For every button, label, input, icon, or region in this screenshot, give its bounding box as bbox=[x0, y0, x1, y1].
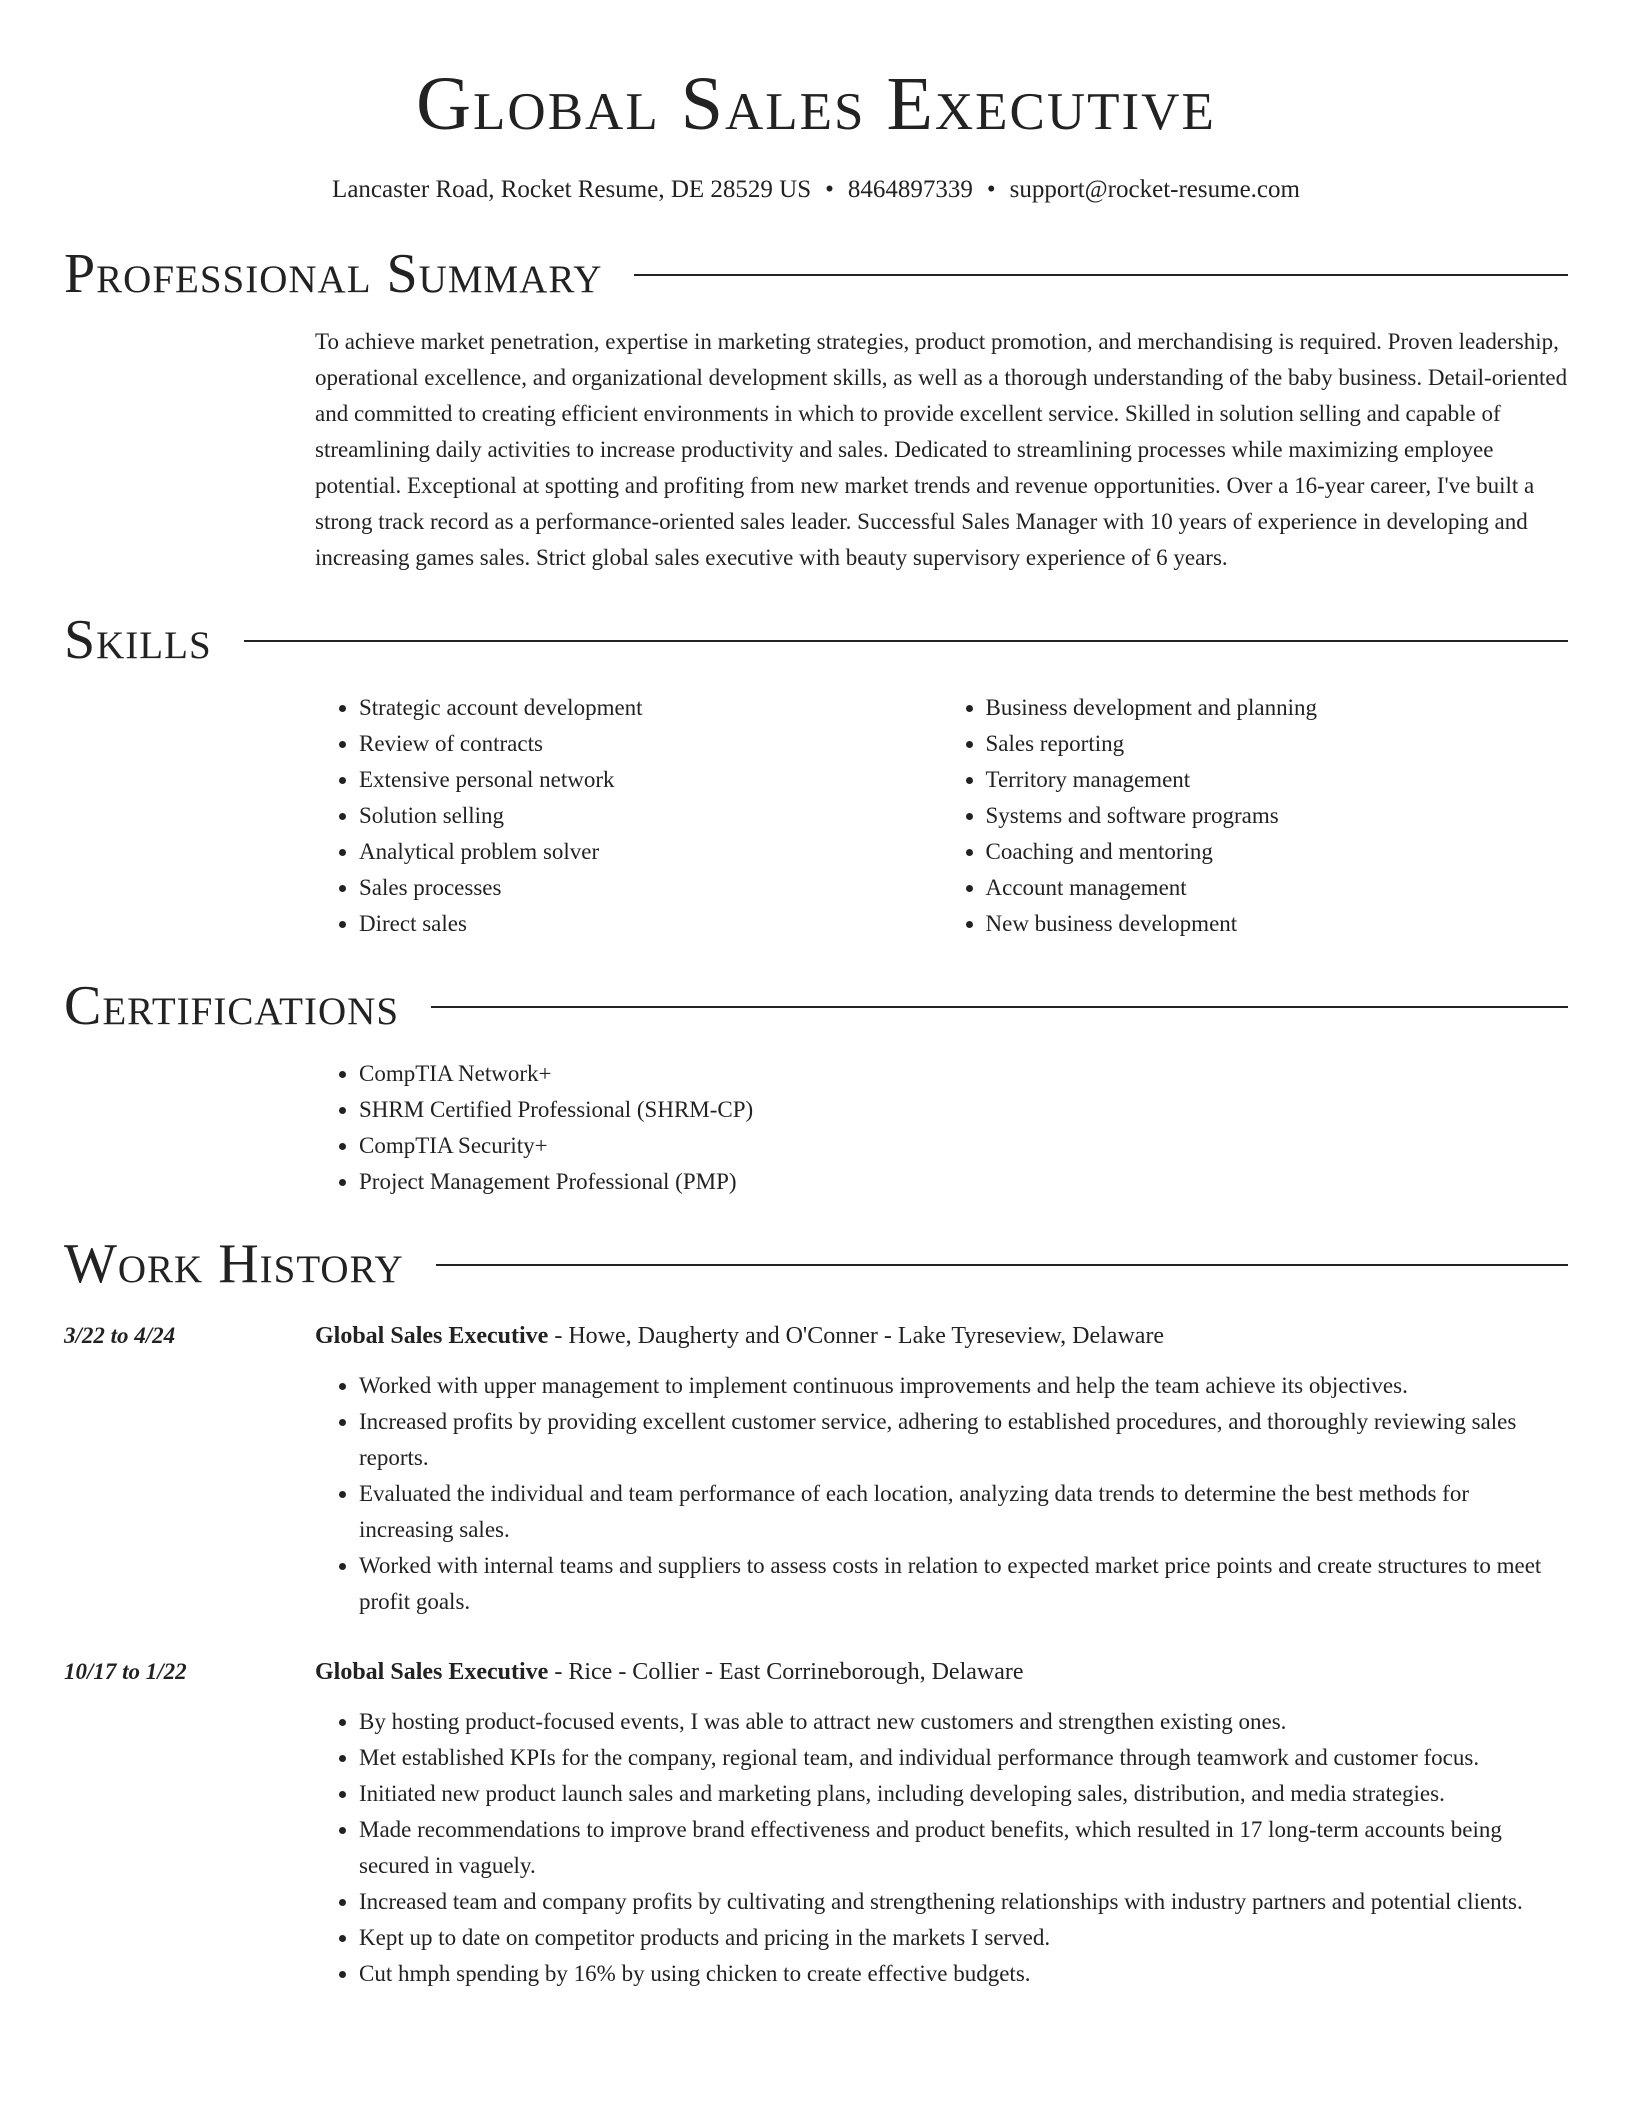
skill-item: • Extensive personal network bbox=[359, 762, 942, 798]
skill-item: • Review of contracts bbox=[359, 726, 942, 762]
skill-item: • Coaching and mentoring bbox=[986, 834, 1569, 870]
skill-item: • Strategic account development bbox=[359, 690, 942, 726]
job-bullet: • Cut hmph spending by 16% by using chicken to create effective budgets. bbox=[359, 1956, 1568, 1992]
job-entry bbox=[64, 1654, 1568, 1992]
section-divider bbox=[634, 274, 1568, 276]
job-bullets bbox=[315, 1368, 1568, 1620]
job-dates: 3/22 to 4/24 bbox=[64, 1323, 176, 1348]
skill-item: • Business development and planning bbox=[986, 690, 1569, 726]
job-company-location: - Howe, Daugherty and O'Conner - Lake Tyreseview, Delaware bbox=[548, 1323, 1165, 1349]
certifications-section-header bbox=[64, 974, 1568, 1038]
job-bullet-list bbox=[315, 1704, 1568, 1992]
certification-item: • CompTIA Network+ bbox=[359, 1056, 1568, 1092]
skills-list-left bbox=[315, 690, 942, 942]
job-bullet: • Made recommendations to improve brand effectiveness and product benefits, which resulted in 17 long-term accounts being secured in vaguely. bbox=[359, 1812, 1568, 1884]
contact-line bbox=[64, 174, 1568, 206]
resume-name: Global Sales Executive bbox=[416, 62, 1216, 146]
work-history-section-header bbox=[64, 1232, 1568, 1296]
certification-item: • Project Management Professional (PMP) bbox=[359, 1164, 1568, 1200]
certifications-block bbox=[315, 1056, 1568, 1200]
skills-columns bbox=[315, 690, 1568, 942]
job-bullet: • Met established KPIs for the company, regional team, and individual performance through teamwork and customer focus. bbox=[359, 1740, 1568, 1776]
skill-item: • Solution selling bbox=[359, 798, 942, 834]
skill-item: • Direct sales bbox=[359, 906, 942, 942]
job-title-line bbox=[315, 1654, 1024, 1690]
job-bullet: • Worked with internal teams and suppliers to assess costs in relation to expected market price points and create structures to meet profit goals. bbox=[359, 1548, 1568, 1620]
job-header bbox=[64, 1318, 1568, 1354]
contact-separator: • bbox=[986, 176, 996, 203]
job-title-line bbox=[315, 1318, 1164, 1354]
skills-list-right bbox=[942, 690, 1569, 942]
job-bullet: • By hosting product-focused events, I was able to attract new customers and strengthen existing ones. bbox=[359, 1704, 1568, 1740]
job-dates: 10/17 to 1/22 bbox=[64, 1659, 187, 1684]
job-title: Global Sales Executive bbox=[315, 1659, 549, 1685]
certification-item: • CompTIA Security+ bbox=[359, 1128, 1568, 1164]
skill-item: • Account management bbox=[986, 870, 1569, 906]
job-bullet: • Worked with upper management to implement continuous improvements and help the team achieve its objectives. bbox=[359, 1368, 1568, 1404]
skill-item: • Analytical problem solver bbox=[359, 834, 942, 870]
job-title: Global Sales Executive bbox=[315, 1323, 549, 1349]
certifications-heading: Certifications bbox=[64, 975, 400, 1037]
job-bullet: • Evaluated the individual and team performance of each location, analyzing data trends to determine the best methods for increasing sales. bbox=[359, 1476, 1568, 1548]
job-bullet: • Increased profits by providing excellent customer service, adhering to established procedures, and thoroughly reviewing sales reports. bbox=[359, 1404, 1568, 1476]
section-divider bbox=[244, 640, 1568, 642]
skills-heading: Skills bbox=[64, 609, 212, 671]
summary-section-header bbox=[64, 242, 1568, 306]
contact-separator: • bbox=[825, 176, 834, 203]
job-bullet-list bbox=[315, 1368, 1568, 1620]
skill-item: • Sales processes bbox=[359, 870, 942, 906]
skills-section-header bbox=[64, 608, 1568, 672]
job-bullets bbox=[315, 1704, 1568, 1992]
skill-item: • New business development bbox=[986, 906, 1569, 942]
section-divider bbox=[431, 1006, 1568, 1008]
contact-phone: 8464897339 bbox=[847, 176, 973, 203]
contact-email: support@rocket-resume.com bbox=[1009, 176, 1300, 203]
job-entry bbox=[64, 1318, 1568, 1620]
certification-item: • SHRM Certified Professional (SHRM-CP) bbox=[359, 1092, 1568, 1128]
certifications-list bbox=[315, 1056, 1568, 1200]
section-divider bbox=[436, 1264, 1568, 1266]
skill-item: • Systems and software programs bbox=[986, 798, 1569, 834]
summary-text: To achieve market penetration, expertise in marketing strategies, product promotion, and merchandising is required. Proven leadership, operational excellence, and organizational development skills, as well as a thorough understanding of the baby business. Detail-oriented and committed to creating efficient environments in which to provide excellent service. Skilled in solution selling and capable of streamlining daily activities to increase productivity and sales. Dedicated to streamlining processes while maximizing employee potential. Exceptional at spotting and profiting from new market trends and revenue opportunities. Over a 16-year career, I've built a strong track record as a performance-oriented sales leader. Successful Sales Manager with 10 years of experience in developing and increasing games sales. Strict global sales executive with beauty supervisory experience of 6 years. bbox=[315, 329, 1568, 570]
work-history-heading: Work History bbox=[64, 1233, 404, 1295]
job-bullet: • Increased team and company profits by cultivating and strengthening relationships with industry partners and potential clients. bbox=[359, 1884, 1568, 1920]
contact-address: Lancaster Road, Rocket Resume, DE 28529 US bbox=[332, 176, 812, 203]
job-bullet: • Kept up to date on competitor products and pricing in the markets I served. bbox=[359, 1920, 1568, 1956]
skill-item: • Territory management bbox=[986, 762, 1569, 798]
skill-item: • Sales reporting bbox=[986, 726, 1569, 762]
summary-heading: Professional Summary bbox=[64, 243, 603, 305]
job-company-location: - Rice - Collier - East Corrineborough, Delaware bbox=[548, 1659, 1024, 1685]
job-header bbox=[64, 1654, 1568, 1690]
job-bullet: • Initiated new product launch sales and marketing plans, including developing sales, distribution, and media strategies. bbox=[359, 1776, 1568, 1812]
